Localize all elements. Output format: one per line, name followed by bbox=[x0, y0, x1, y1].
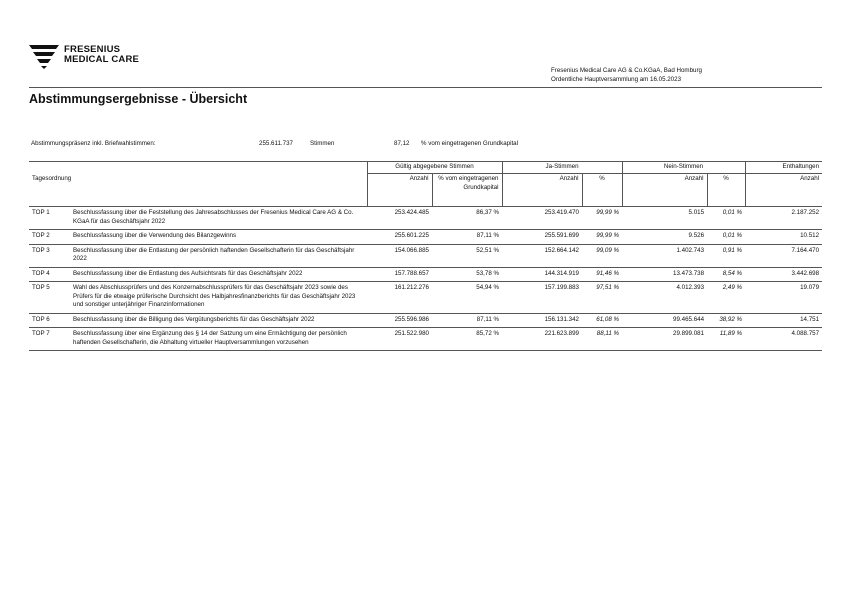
agenda-number: TOP 2 bbox=[29, 230, 70, 245]
company-info bbox=[551, 66, 702, 84]
valid-votes: 154.066.885 bbox=[367, 244, 432, 267]
no-votes-pct: 0,01 % bbox=[707, 207, 745, 230]
agenda-description: Beschlussfassung über die Verwendung des Bilanzgewinns bbox=[70, 230, 367, 245]
group-valid-votes: Gültig abgegebene Stimmen bbox=[367, 162, 502, 174]
voting-results-table bbox=[29, 161, 822, 351]
page-title: Abstimmungsergebnisse - Übersicht bbox=[29, 92, 248, 106]
yes-votes-pct: 99,99 % bbox=[582, 207, 622, 230]
logo-line-2: MEDICAL CARE bbox=[64, 54, 140, 65]
agenda-number: TOP 1 bbox=[29, 207, 70, 230]
valid-votes-pct: 86,37 % bbox=[432, 207, 502, 230]
yes-votes-pct: 91,46 % bbox=[582, 267, 622, 282]
no-votes-pct: 8,54 % bbox=[707, 267, 745, 282]
no-votes-pct: 0,91 % bbox=[707, 244, 745, 267]
presence-label: Abstimmungspräsenz inkl. Briefwahlstimmen: bbox=[31, 140, 156, 147]
meeting-date: Ordentliche Hauptversammlung am 16.05.2023 bbox=[551, 76, 682, 83]
agenda-description: Beschlussfassung über die Feststellung des Jahresabschlusses der Fresenius Medical Care AG & Co. KGaA für das Geschäftsjahr 2022 bbox=[70, 207, 367, 230]
col-valid-pct-capital: % vom eingetragenen Grundkapital bbox=[432, 174, 502, 207]
no-votes: 99.465.644 bbox=[622, 313, 707, 328]
yes-votes-pct: 99,99 % bbox=[582, 230, 622, 245]
valid-votes: 157.788.657 bbox=[367, 267, 432, 282]
no-votes: 1.402.743 bbox=[622, 244, 707, 267]
col-no-count: Anzahl bbox=[622, 174, 707, 207]
group-abstentions: Enthaltungen bbox=[745, 162, 822, 174]
abstentions: 7.164.470 bbox=[745, 244, 822, 267]
presence-percent-text: % vom eingetragenen Grundkapital bbox=[421, 140, 518, 147]
valid-votes-pct: 87,11 % bbox=[432, 230, 502, 245]
presence-votes: 255.611.737 bbox=[259, 140, 293, 147]
no-votes: 29.899.081 bbox=[622, 328, 707, 351]
agenda-description: Wahl des Abschlussprüfers und des Konzernabschlussprüfers für das Geschäftsjahr 2023 sowie des Prüfers für die etwaige prüferische Durchsicht des Halbjahresfinanzberichts für das Geschäftsjahr 2023 und sonstiger unterjähriger Finanzinformationen bbox=[70, 282, 367, 314]
agenda-description: Beschlussfassung über eine Ergänzung des § 14 der Satzung um eine Ermächtigung der persönlich haftenden Gesellschafterin, die Abhaltung virtueller Hauptversammlungen vorzusehen bbox=[70, 328, 367, 351]
yes-votes: 144.314.919 bbox=[502, 267, 582, 282]
valid-votes: 253.424.485 bbox=[367, 207, 432, 230]
col-agenda: Tagesordnung bbox=[29, 174, 367, 207]
valid-votes: 251.522.980 bbox=[367, 328, 432, 351]
yes-votes: 152.664.142 bbox=[502, 244, 582, 267]
agenda-number: TOP 5 bbox=[29, 282, 70, 314]
presence-votes-unit: Stimmen bbox=[310, 140, 335, 147]
abstentions: 10.512 bbox=[745, 230, 822, 245]
agenda-description: Beschlussfassung über die Entlastung der persönlich haftenden Gesellschafterin für das Geschäftsjahr 2022 bbox=[70, 244, 367, 267]
table-row bbox=[29, 267, 822, 282]
group-no-votes: Nein-Stimmen bbox=[622, 162, 745, 174]
valid-votes: 255.601.225 bbox=[367, 230, 432, 245]
logo-wordmark bbox=[64, 45, 139, 65]
no-votes-pct: 0,01 % bbox=[707, 230, 745, 245]
no-votes-pct: 11,89 % bbox=[707, 328, 745, 351]
company-logo bbox=[29, 43, 159, 71]
header-divider bbox=[29, 87, 822, 88]
yes-votes: 156.131.342 bbox=[502, 313, 582, 328]
table-row bbox=[29, 207, 822, 230]
no-votes: 9.526 bbox=[622, 230, 707, 245]
group-yes-votes: Ja-Stimmen bbox=[502, 162, 622, 174]
group-header-row bbox=[29, 162, 822, 174]
valid-votes-pct: 52,51 % bbox=[432, 244, 502, 267]
valid-votes-pct: 85,72 % bbox=[432, 328, 502, 351]
col-yes-count: Anzahl bbox=[502, 174, 582, 207]
yes-votes: 221.623.899 bbox=[502, 328, 582, 351]
company-name: Fresenius Medical Care AG & Co.KGaA, Bad Homburg bbox=[551, 67, 702, 74]
table-row bbox=[29, 313, 822, 328]
valid-votes-pct: 87,11 % bbox=[432, 313, 502, 328]
presence-percent: 87,12 bbox=[394, 140, 410, 147]
yes-votes-pct: 97,51 % bbox=[582, 282, 622, 314]
col-yes-pct: % bbox=[582, 174, 622, 207]
col-abstain-count: Anzahl bbox=[800, 175, 820, 182]
yes-votes: 157.199.883 bbox=[502, 282, 582, 314]
no-votes: 13.473.738 bbox=[622, 267, 707, 282]
valid-votes: 161.212.276 bbox=[367, 282, 432, 314]
table-row bbox=[29, 328, 822, 351]
abstentions: 4.088.757 bbox=[745, 328, 822, 351]
no-votes-pct: 2,49 % bbox=[707, 282, 745, 314]
yes-votes-pct: 88,11 % bbox=[582, 328, 622, 351]
column-header-row bbox=[29, 174, 822, 207]
yes-votes-pct: 61,08 % bbox=[582, 313, 622, 328]
table-body bbox=[29, 207, 822, 351]
valid-votes: 255.596.986 bbox=[367, 313, 432, 328]
valid-votes-pct: 53,78 % bbox=[432, 267, 502, 282]
yes-votes: 255.591.699 bbox=[502, 230, 582, 245]
table-row bbox=[29, 244, 822, 267]
abstentions: 14.751 bbox=[745, 313, 822, 328]
abstentions: 19.079 bbox=[745, 282, 822, 314]
no-votes: 4.012.393 bbox=[622, 282, 707, 314]
agenda-description: Beschlussfassung über die Entlastung des Aufsichtsrats für das Geschäftsjahr 2022 bbox=[70, 267, 367, 282]
agenda-number: TOP 6 bbox=[29, 313, 70, 328]
table-row bbox=[29, 230, 822, 245]
abstentions: 2.187.252 bbox=[745, 207, 822, 230]
agenda-number: TOP 4 bbox=[29, 267, 70, 282]
yes-votes: 253.419.470 bbox=[502, 207, 582, 230]
no-votes: 5.015 bbox=[622, 207, 707, 230]
fresenius-logo-icon bbox=[29, 43, 61, 69]
table-row bbox=[29, 282, 822, 314]
col-valid-count: Anzahl bbox=[367, 174, 432, 207]
no-votes-pct: 38,92 % bbox=[707, 313, 745, 328]
col-no-pct: % bbox=[707, 174, 745, 207]
logo-line-1: FRESENIUS bbox=[64, 44, 121, 55]
agenda-description: Beschlussfassung über die Billigung des Vergütungsberichts für das Geschäftsjahr 2022 bbox=[70, 313, 367, 328]
yes-votes-pct: 99,09 % bbox=[582, 244, 622, 267]
agenda-number: TOP 7 bbox=[29, 328, 70, 351]
valid-votes-pct: 54,94 % bbox=[432, 282, 502, 314]
abstentions: 3.442.698 bbox=[745, 267, 822, 282]
agenda-number: TOP 3 bbox=[29, 244, 70, 267]
